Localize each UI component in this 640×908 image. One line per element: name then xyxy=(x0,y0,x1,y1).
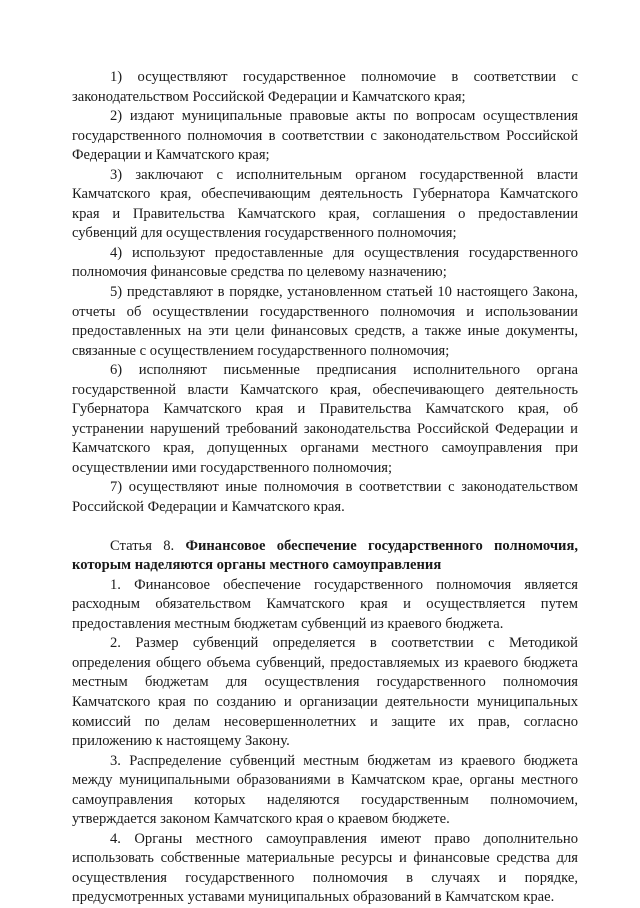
list-item: 6) исполняют письменные предписания исполнительного органа государственной власти Камчатского края, обеспечивающего деятельность Губернатора Камчатского края и Правительства Камчатского края, об устранении нарушений требований законодательства Российской Федерации и Камчатского края, допущенных органами местного самоуправления при осуществлении ими государственного полномочия; xyxy=(72,362,578,476)
list-item: 1) осуществляют государственное полномочие в соответствии с законодательством Российской Федерации и Камчатского края; xyxy=(72,69,578,105)
clause-paragraph: 1. Финансовое обеспечение государственного полномочия является расходным обязательством Камчатского края и осуществляется путем предоставления местным бюджетам субвенций из краевого бюджета. xyxy=(72,576,578,632)
list-item: 3) заключают с исполнительным органом государственной власти Камчатского края, обеспечивающим деятельность Губернатора Камчатского края и Правительства Камчатского края, соглашения о предоставлении субвенций для осуществления государственного полномочия; xyxy=(72,166,578,242)
clause-paragraph: 3. Распределение субвенций местным бюджетам из краевого бюджета между муниципальными образованиями в Камчатском крае, органы местного самоуправления которых наделяются государственным полномочием, утверждается законом Камчатского края о краевом бюджете. xyxy=(72,752,578,828)
clause-paragraph: 2. Размер субвенций определяется в соответствии с Методикой определения общего объема субвенций, предоставляемых из краевого бюджета местным бюджетам для осуществления государственного полномочия Камчатского края по созданию и организации деятельности муниципальных комиссий по делам несовершеннолетних и защите их прав, согласно приложению к настоящему Закону. xyxy=(72,635,578,750)
list-item: 7) осуществляют иные полномочия в соответствии с законодательством Российской Федерации и Камчатского края. xyxy=(72,479,578,516)
list-item: 2) издают муниципальные правовые акты по вопросам осуществления государственного полномочия в соответствии с законодательством Российской Федерации и Камчатского края; xyxy=(72,108,578,164)
list-item: 5) представляют в порядке, установленном статьей 10 настоящего Закона, отчеты об осуществлении государственного полномочия и использовании предоставленных на эти цели финансовых средств, а также иные документы, связанные с осуществлением государственного полномочия; xyxy=(72,284,578,359)
clause-paragraph: 4. Органы местного самоуправления имеют право дополнительно использовать собственные материальные ресурсы и финансовые средства для осуществления государственного полномочия в случаях и порядке, предусмотренных уставами муниципальных образований в Камчатском крае. xyxy=(72,830,578,906)
document-page xyxy=(72,68,578,908)
article-title: Финансовое обеспечение государственного полномочия, которым наделяются органы местного самоуправления xyxy=(72,537,578,574)
article-label: Статья 8. xyxy=(110,537,175,554)
article-heading xyxy=(72,537,578,576)
list-item: 4) используют предоставленные для осуществления государственного полномочия финансовые средства по целевому назначению; xyxy=(72,244,578,281)
